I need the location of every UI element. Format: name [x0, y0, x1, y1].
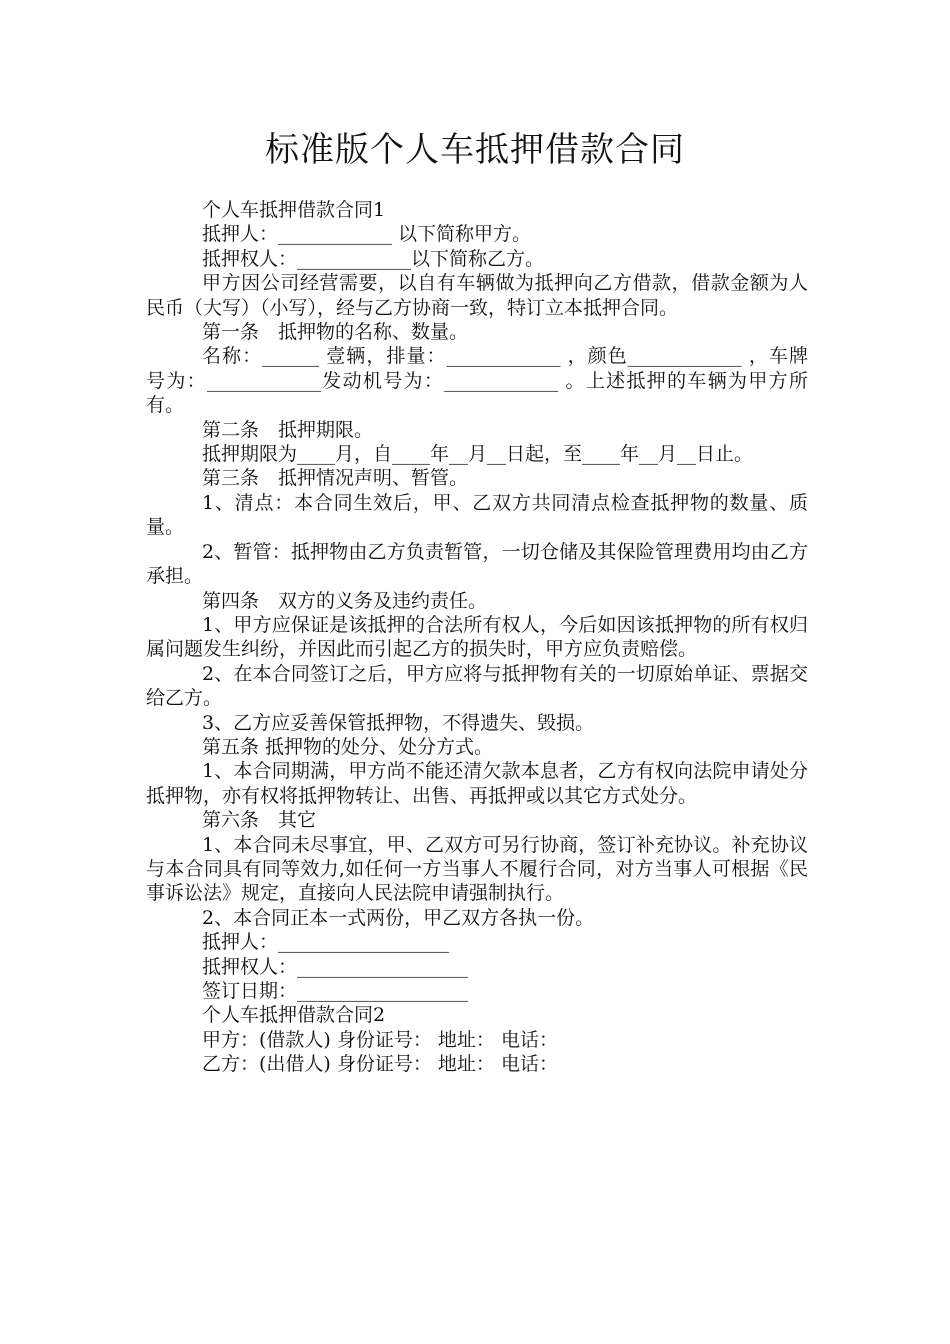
paragraph: 2、本合同正本一式两份，甲乙双方各执一份。 — [202, 906, 595, 929]
paragraph: 3、乙方应妥善保管抵押物，不得遗失、毁损。 — [202, 711, 595, 734]
paragraph: 名称：______ 壹辆，排量：____________ ，颜色____________ ，车牌号为：____________发动机号为：____________ 。上述抵押的车辆为甲方所有。 — [146, 345, 808, 417]
article-heading: 第三条 抵押情况声明、暂管。 — [202, 467, 469, 490]
paragraph: 1、清点：本合同生效后，甲、乙双方共同清点检查抵押物的数量、质量。 — [146, 491, 808, 539]
document-body — [146, 198, 808, 1077]
signature-line-mortgagee: 抵押权人：__________________ — [202, 955, 469, 978]
signing-date-line: 签订日期：__________________ — [202, 980, 469, 1002]
paragraph: 甲方因公司经营需要，以自有车辆做为抵押向乙方借款，借款金额为人民币（大写）（小写），经与乙方协商一致，特订立本抵押合同。 — [146, 272, 808, 319]
article-heading: 第四条 双方的义务及违约责任。 — [202, 589, 488, 612]
paragraph: 抵押期限为____月，自____年__月__日起，至____年__月__日止。 — [202, 443, 754, 466]
paragraph: 1、甲方应保证是该抵押的合法所有权人，今后如因该抵押物的所有权归属问题发生纠纷，并因此而引起乙方的损失时，甲方应负责赔偿。 — [146, 613, 808, 661]
article-heading: 第二条 抵押期限。 — [202, 418, 374, 441]
paragraph: 2、在本合同签订之后，甲方应将与抵押物有关的一切原始单证、票据交给乙方。 — [146, 662, 808, 710]
article-heading: 第六条 其它 — [202, 809, 317, 832]
signature-line-mortgagor: 抵押人：__________________ — [202, 931, 450, 954]
party-a-line: 甲方：(借款人) 身份证号： 地址： 电话： — [202, 1028, 558, 1051]
paragraph: 1、本合同期满，甲方尚不能还清欠款本息者，乙方有权向法院申请处分抵押物，亦有权将抵押物转让、出售、再抵押或以其它方式处分。 — [146, 760, 808, 807]
section-heading: 个人车抵押借款合同2 — [202, 1004, 386, 1027]
paragraph: 2、暂管：抵押物由乙方负责暂管，一切仓储及其保险管理费用均由乙方承担。 — [146, 540, 808, 588]
article-heading: 第五条 抵押物的处分、处分方式。 — [202, 735, 494, 758]
document-title: 标准版个人车抵押借款合同 — [265, 130, 685, 170]
mortgagee-line: 抵押权人：____________以下简称乙方。 — [202, 247, 545, 270]
section-heading: 个人车抵押借款合同1 — [202, 199, 386, 221]
party-b-line: 乙方：(出借人) 身份证号： 地址： 电话： — [202, 1053, 558, 1076]
article-heading: 第一条 抵押物的名称、数量。 — [202, 321, 469, 344]
mortgagor-line: 抵押人：____________ 以下简称甲方。 — [202, 223, 532, 246]
paragraph: 1、本合同未尽事宜，甲、乙双方可另行协商，签订补充协议。补充协议与本合同具有同等效力,如任何一方当事人不履行合同，对方当事人可根据《民事诉讼法》规定，直接向人民法院申请强制执行。 — [146, 833, 808, 905]
